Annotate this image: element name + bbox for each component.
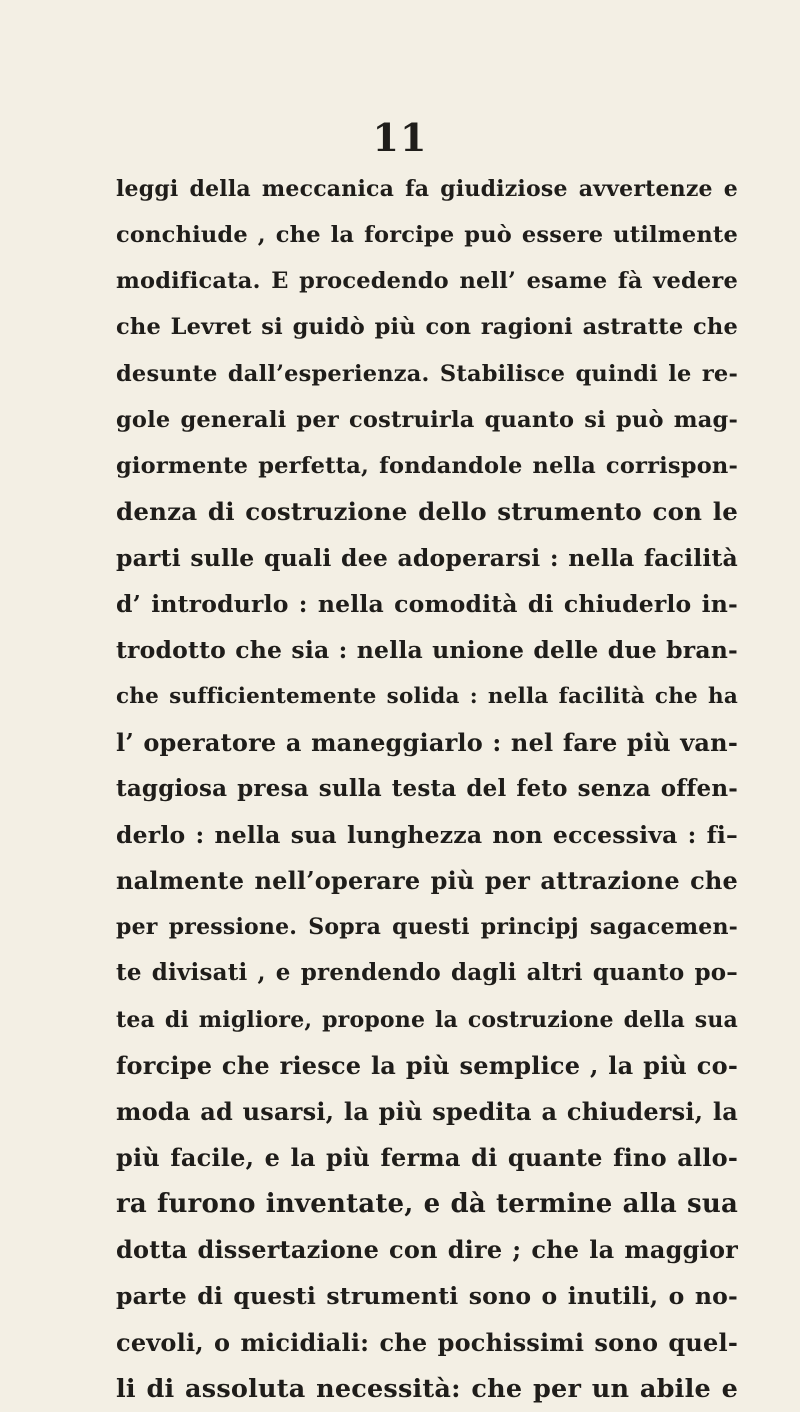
- text-line: trodotto che sia : nella unione delle due bran-: [116, 636, 738, 665]
- text-line: parti sulle quali dee adoperarsi : nella facilità: [116, 544, 738, 573]
- text-line: parte di questi strumenti sono o inutili, o no-: [116, 1282, 738, 1311]
- text-line: per pressione. Sopra questi principj sagacemen-: [116, 914, 738, 941]
- text-line: denza di costruzione dello strumento con le: [116, 496, 738, 526]
- text-line: più facile, e la più ferma di quante fino allo-: [116, 1142, 738, 1172]
- text-line: te divisati , e prendendo dagli altri quanto po–: [116, 959, 738, 987]
- text-line: taggiosa presa sulla testa del feto senza offen-: [116, 774, 738, 802]
- text-line: li di assoluta necessità: che per un abile e: [116, 1373, 738, 1404]
- text-line: nalmente nell’operare più per attrazione che: [116, 866, 738, 896]
- text-line: dotta dissertazione con dire ; che la maggior: [116, 1235, 738, 1265]
- text-line: giormente perfetta, fondandole nella corrispon-: [116, 452, 738, 479]
- text-line: d’ introdurlo : nella comodità di chiuderlo in-: [116, 590, 738, 619]
- text-line: gole generali per costruirla quanto si può mag-: [116, 406, 738, 433]
- text-line: che sufficientemente solida : nella facilità che ha: [116, 683, 738, 709]
- text-line: cevoli, o micidiali: che pochissimi sono quel-: [116, 1327, 738, 1357]
- body-text: [116, 166, 738, 1412]
- text-line: l’ operatore a maneggiarlo : nel fare più van-: [116, 727, 738, 757]
- text-line: derlo : nella sua lunghezza non eccessiva : fi–: [116, 820, 738, 849]
- text-line: desunte dall’esperienza. Stabilisce quindi le re-: [116, 360, 738, 387]
- page-number: 11: [372, 115, 428, 160]
- text-line: ra furono inventate, e dà termine alla sua: [116, 1189, 738, 1220]
- text-line: moda ad usarsi, la più spedita a chiudersi, la: [116, 1096, 738, 1126]
- text-line: forcipe che riesce la più semplice , la più co-: [116, 1050, 738, 1080]
- text-line: conchiude , che la forcipe può essere utilmente: [116, 222, 738, 249]
- text-line: tea di migliore, propone la costruzione della sua: [116, 1006, 738, 1033]
- text-line: leggi della meccanica fa giudiziose avvertenze e: [116, 176, 738, 202]
- text-line: che Levret si guidò più con ragioni astratte che: [116, 314, 738, 341]
- text-line: modificata. E procedendo nell’ esame fà vedere: [116, 268, 738, 295]
